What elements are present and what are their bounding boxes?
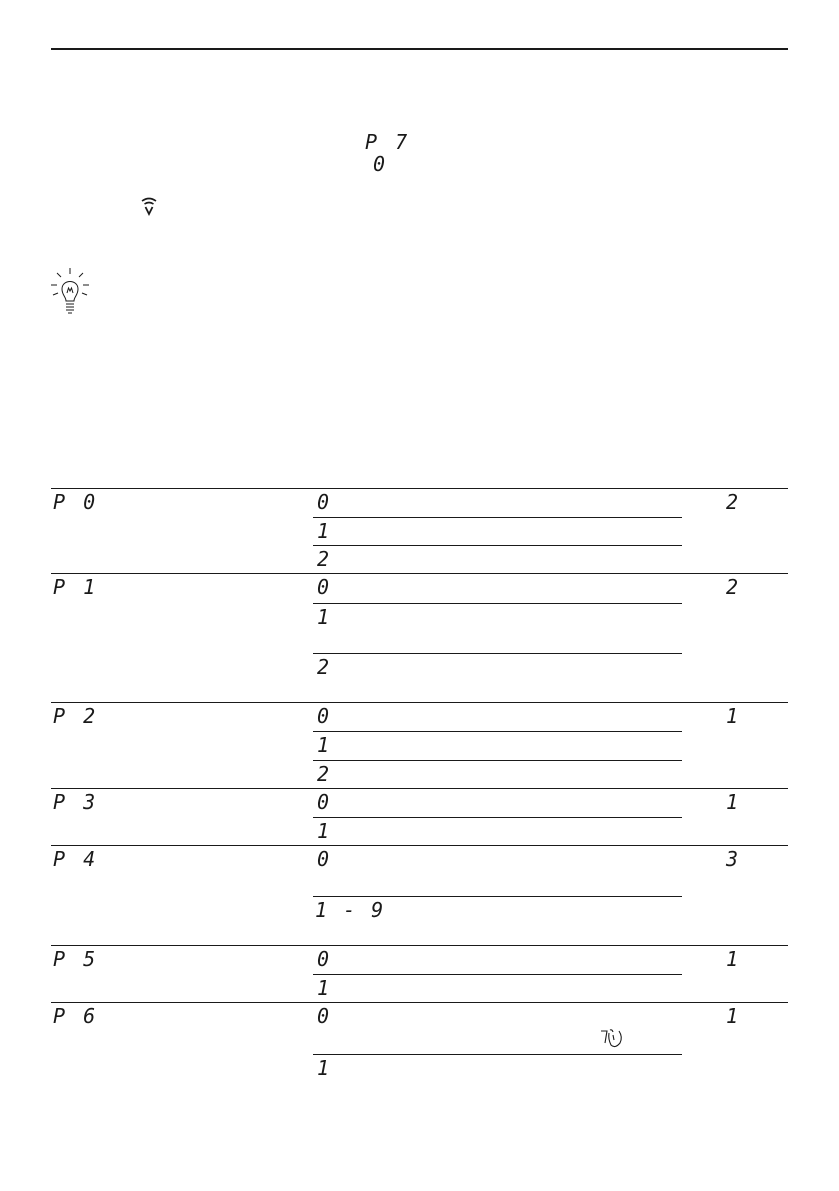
option-row bbox=[313, 817, 682, 847]
option-row bbox=[313, 517, 682, 546]
option-row bbox=[313, 789, 682, 817]
setting-code: P 4 bbox=[53, 847, 99, 871]
display-value-p7: 0 bbox=[373, 152, 389, 176]
option-value: 2 bbox=[317, 655, 333, 679]
option-value: 1 bbox=[317, 1056, 333, 1080]
lightbulb-icon bbox=[48, 266, 92, 318]
setting-group-p6 bbox=[51, 1002, 788, 1083]
display-code-p7: P 7 bbox=[365, 130, 411, 154]
option-row bbox=[313, 703, 682, 731]
setting-default: 1 bbox=[726, 790, 742, 814]
option-row bbox=[313, 760, 682, 790]
setting-code: P 5 bbox=[53, 947, 99, 971]
setting-group-p3 bbox=[51, 788, 788, 846]
option-value: 0 bbox=[317, 490, 333, 514]
option-row bbox=[313, 603, 682, 654]
option-value: 2 bbox=[317, 762, 333, 786]
setting-default: 1 bbox=[726, 704, 742, 728]
setting-group-p4 bbox=[51, 845, 788, 946]
option-row bbox=[313, 946, 682, 974]
option-row bbox=[313, 974, 682, 1004]
option-value: 1 bbox=[317, 605, 333, 629]
setting-group-p0 bbox=[51, 488, 788, 574]
option-value: 0 bbox=[317, 847, 333, 871]
sensor-icon bbox=[139, 196, 159, 216]
setting-code: P 1 bbox=[53, 575, 99, 599]
option-row bbox=[313, 574, 682, 603]
option-row bbox=[313, 653, 682, 704]
setting-default: 3 bbox=[726, 847, 742, 871]
option-value: 1 bbox=[317, 819, 333, 843]
setting-code: P 0 bbox=[53, 490, 99, 514]
setting-code: P 2 bbox=[53, 704, 99, 728]
option-value: 1 bbox=[317, 733, 333, 757]
option-row bbox=[313, 1054, 682, 1084]
setting-default: 1 bbox=[726, 1004, 742, 1028]
option-row bbox=[313, 489, 682, 517]
option-value: 0 bbox=[317, 575, 333, 599]
setting-group-p1 bbox=[51, 573, 788, 703]
setting-code: P 6 bbox=[53, 1004, 99, 1028]
option-value: 0 bbox=[317, 947, 333, 971]
option-row bbox=[313, 1003, 682, 1054]
option-row bbox=[313, 846, 682, 896]
option-value: 1 - 9 bbox=[315, 898, 386, 922]
setting-default: 2 bbox=[726, 490, 742, 514]
option-value: 0 bbox=[317, 1004, 333, 1028]
option-row bbox=[313, 545, 682, 575]
option-value: 1 bbox=[317, 519, 333, 543]
option-row bbox=[313, 731, 682, 761]
setting-default: 2 bbox=[726, 575, 742, 599]
option-row bbox=[313, 896, 682, 947]
setting-default: 1 bbox=[726, 947, 742, 971]
option-value: 2 bbox=[317, 547, 333, 571]
setting-group-p2 bbox=[51, 702, 788, 789]
option-value: 1 bbox=[317, 976, 333, 1000]
header-rule bbox=[51, 48, 788, 50]
option-value: 0 bbox=[317, 790, 333, 814]
option-value: 0 bbox=[317, 704, 333, 728]
setting-group-p5 bbox=[51, 945, 788, 1003]
setting-code: P 3 bbox=[53, 790, 99, 814]
hand-touch-icon bbox=[599, 1027, 625, 1049]
